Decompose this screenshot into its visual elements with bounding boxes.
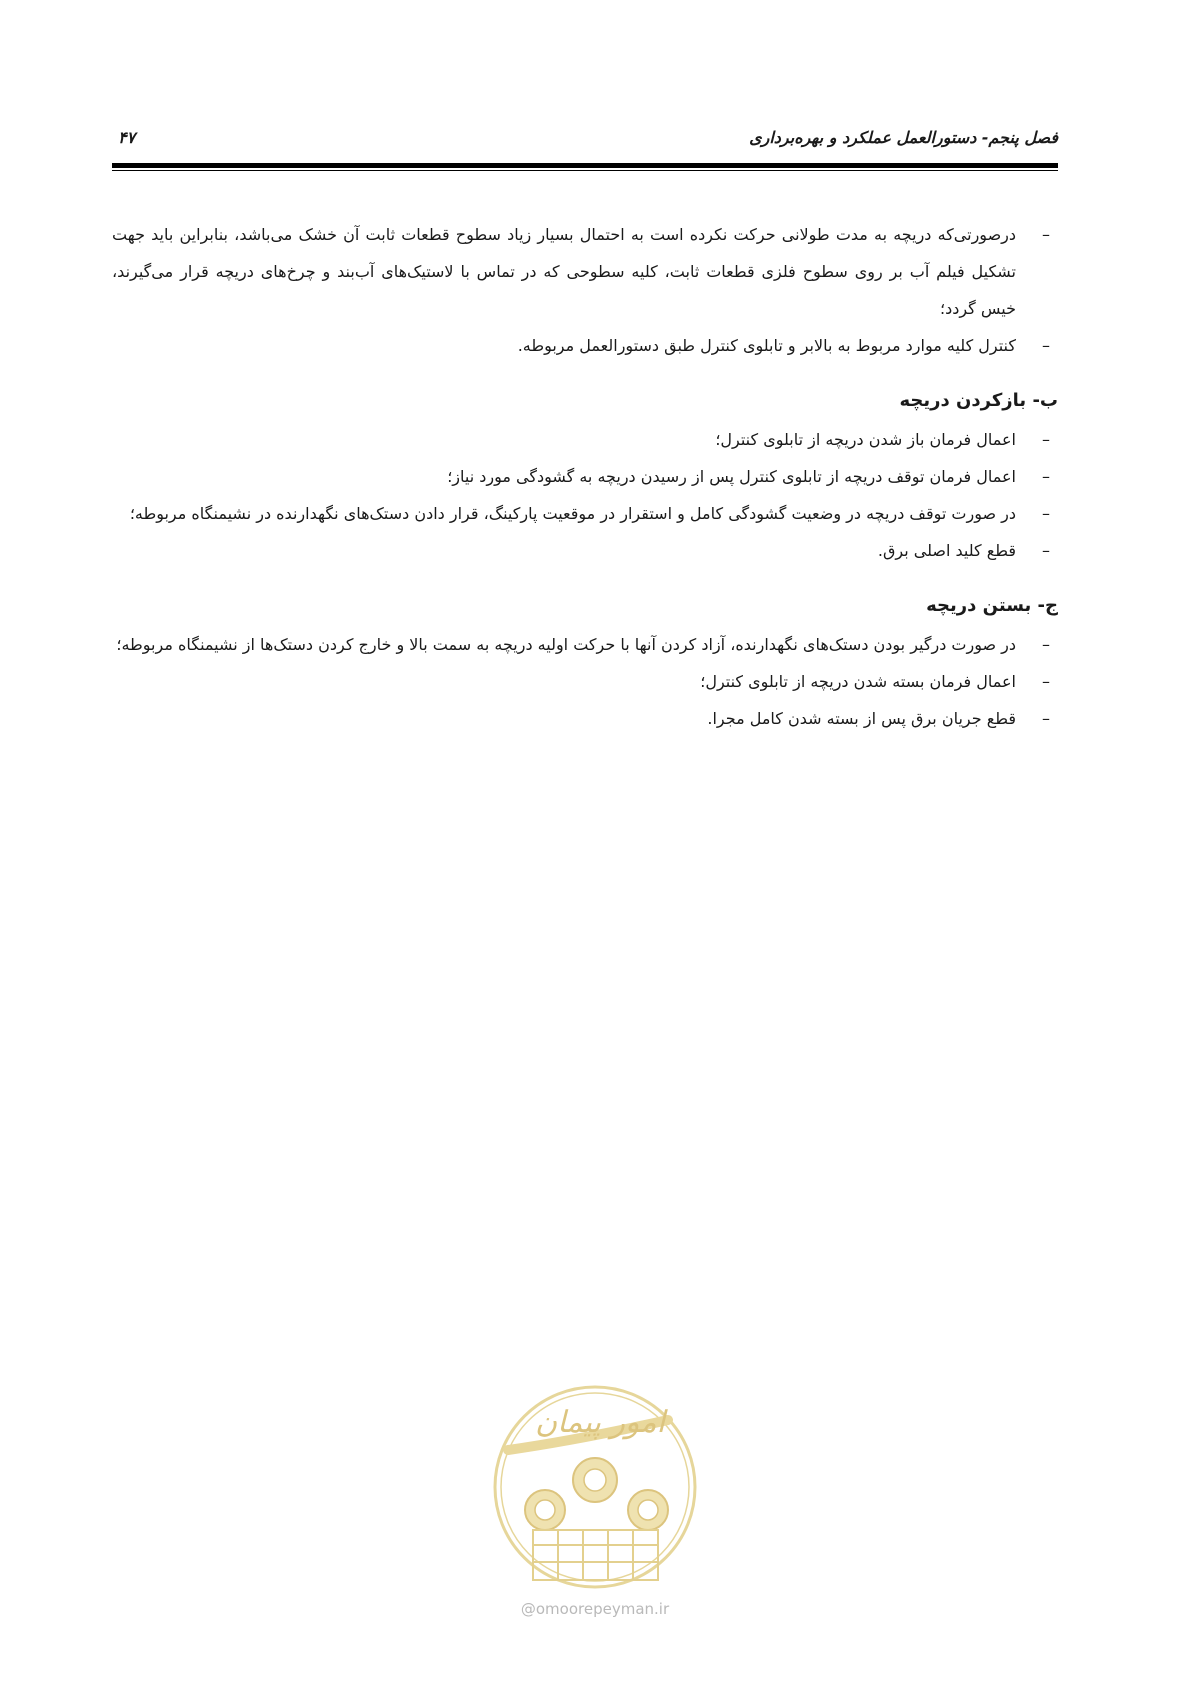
bullet-dash: – [1042,672,1050,691]
bullet-dash: – [1042,430,1050,449]
bullet-dash: – [1042,541,1050,560]
list-item [112,421,1058,458]
item-text: درصورتی‌که دریچه به مدت طولانی حرکت نکرده است به احتمال بسیار زیاد سطوح قطعات ثابت آن خشک می‌باشد، بنابراین باید جهت تشکیل فیلم آب بر روی سطوح فلزی قطعات ثابت، کلیه سطوحی که در تماس با لاستیک‌های آب‌بند و چرخ‌های دریچه قرار می‌گیرند، خیس گردد؛ [112,225,1016,318]
item-text: اعمال فرمان توقف دریچه از تابلوی کنترل پس از رسیدن دریچه به گشودگی مورد نیاز؛ [447,467,1016,486]
section-heading-c: ج- بستن دریچه [926,595,1058,616]
header-rule-thin [112,170,1058,171]
list-item [112,700,1058,737]
section-heading-b: ب- بازکردن دریچه [899,390,1058,411]
bullet-dash: – [1042,336,1050,355]
chapter-title: فصل پنجم- دستورالعمل عملکرد و بهره‌برداری [749,128,1058,147]
item-text: در صورت درگیر بودن دستک‌های نگهدارنده، آزاد کردن آنها با حرکت اولیه دریچه به سمت بالا و خارج کردن دستک‌ها از نشیمنگاه مربوطه؛ [116,635,1016,654]
page-number: ۴۷ [118,128,136,147]
item-text: اعمال فرمان باز شدن دریچه از تابلوی کنترل؛ [715,430,1016,449]
list-item [112,495,1058,532]
list-item [112,216,1058,327]
item-text: اعمال فرمان بسته شدن دریچه از تابلوی کنترل؛ [700,672,1016,691]
bullet-dash: – [1042,225,1050,244]
watermark-url: @omoorepeyman.ir [520,1600,670,1618]
list-item [112,663,1058,700]
item-text: کنترل کلیه موارد مربوط به بالابر و تابلوی کنترل طبق دستورالعمل مربوطه. [517,336,1016,355]
bullet-dash: – [1042,504,1050,523]
main-content [112,216,1058,737]
header-rule-thick [112,163,1058,168]
watermark-logo [488,1380,703,1595]
item-text: در صورت توقف دریچه در وضعیت گشودگی کامل و استقرار در موقعیت پارکینگ، قرار دادن دستک‌های نگهدارنده در نشیمنگاه مربوطه؛ [129,504,1016,523]
item-text: قطع کلید اصلی برق. [877,541,1016,560]
item-text: قطع جریان برق پس از بسته شدن کامل مجرا. [707,709,1016,728]
list-item [112,532,1058,569]
list-item [112,327,1058,364]
svg-text:امور پیمان: امور پیمان [535,1405,665,1440]
bullet-dash: – [1042,709,1050,728]
watermark-seal-icon [488,1380,703,1595]
bullet-dash: – [1042,467,1050,486]
list-item [112,458,1058,495]
list-item [112,626,1058,663]
page-header [112,128,1058,158]
bullet-dash: – [1042,635,1050,654]
